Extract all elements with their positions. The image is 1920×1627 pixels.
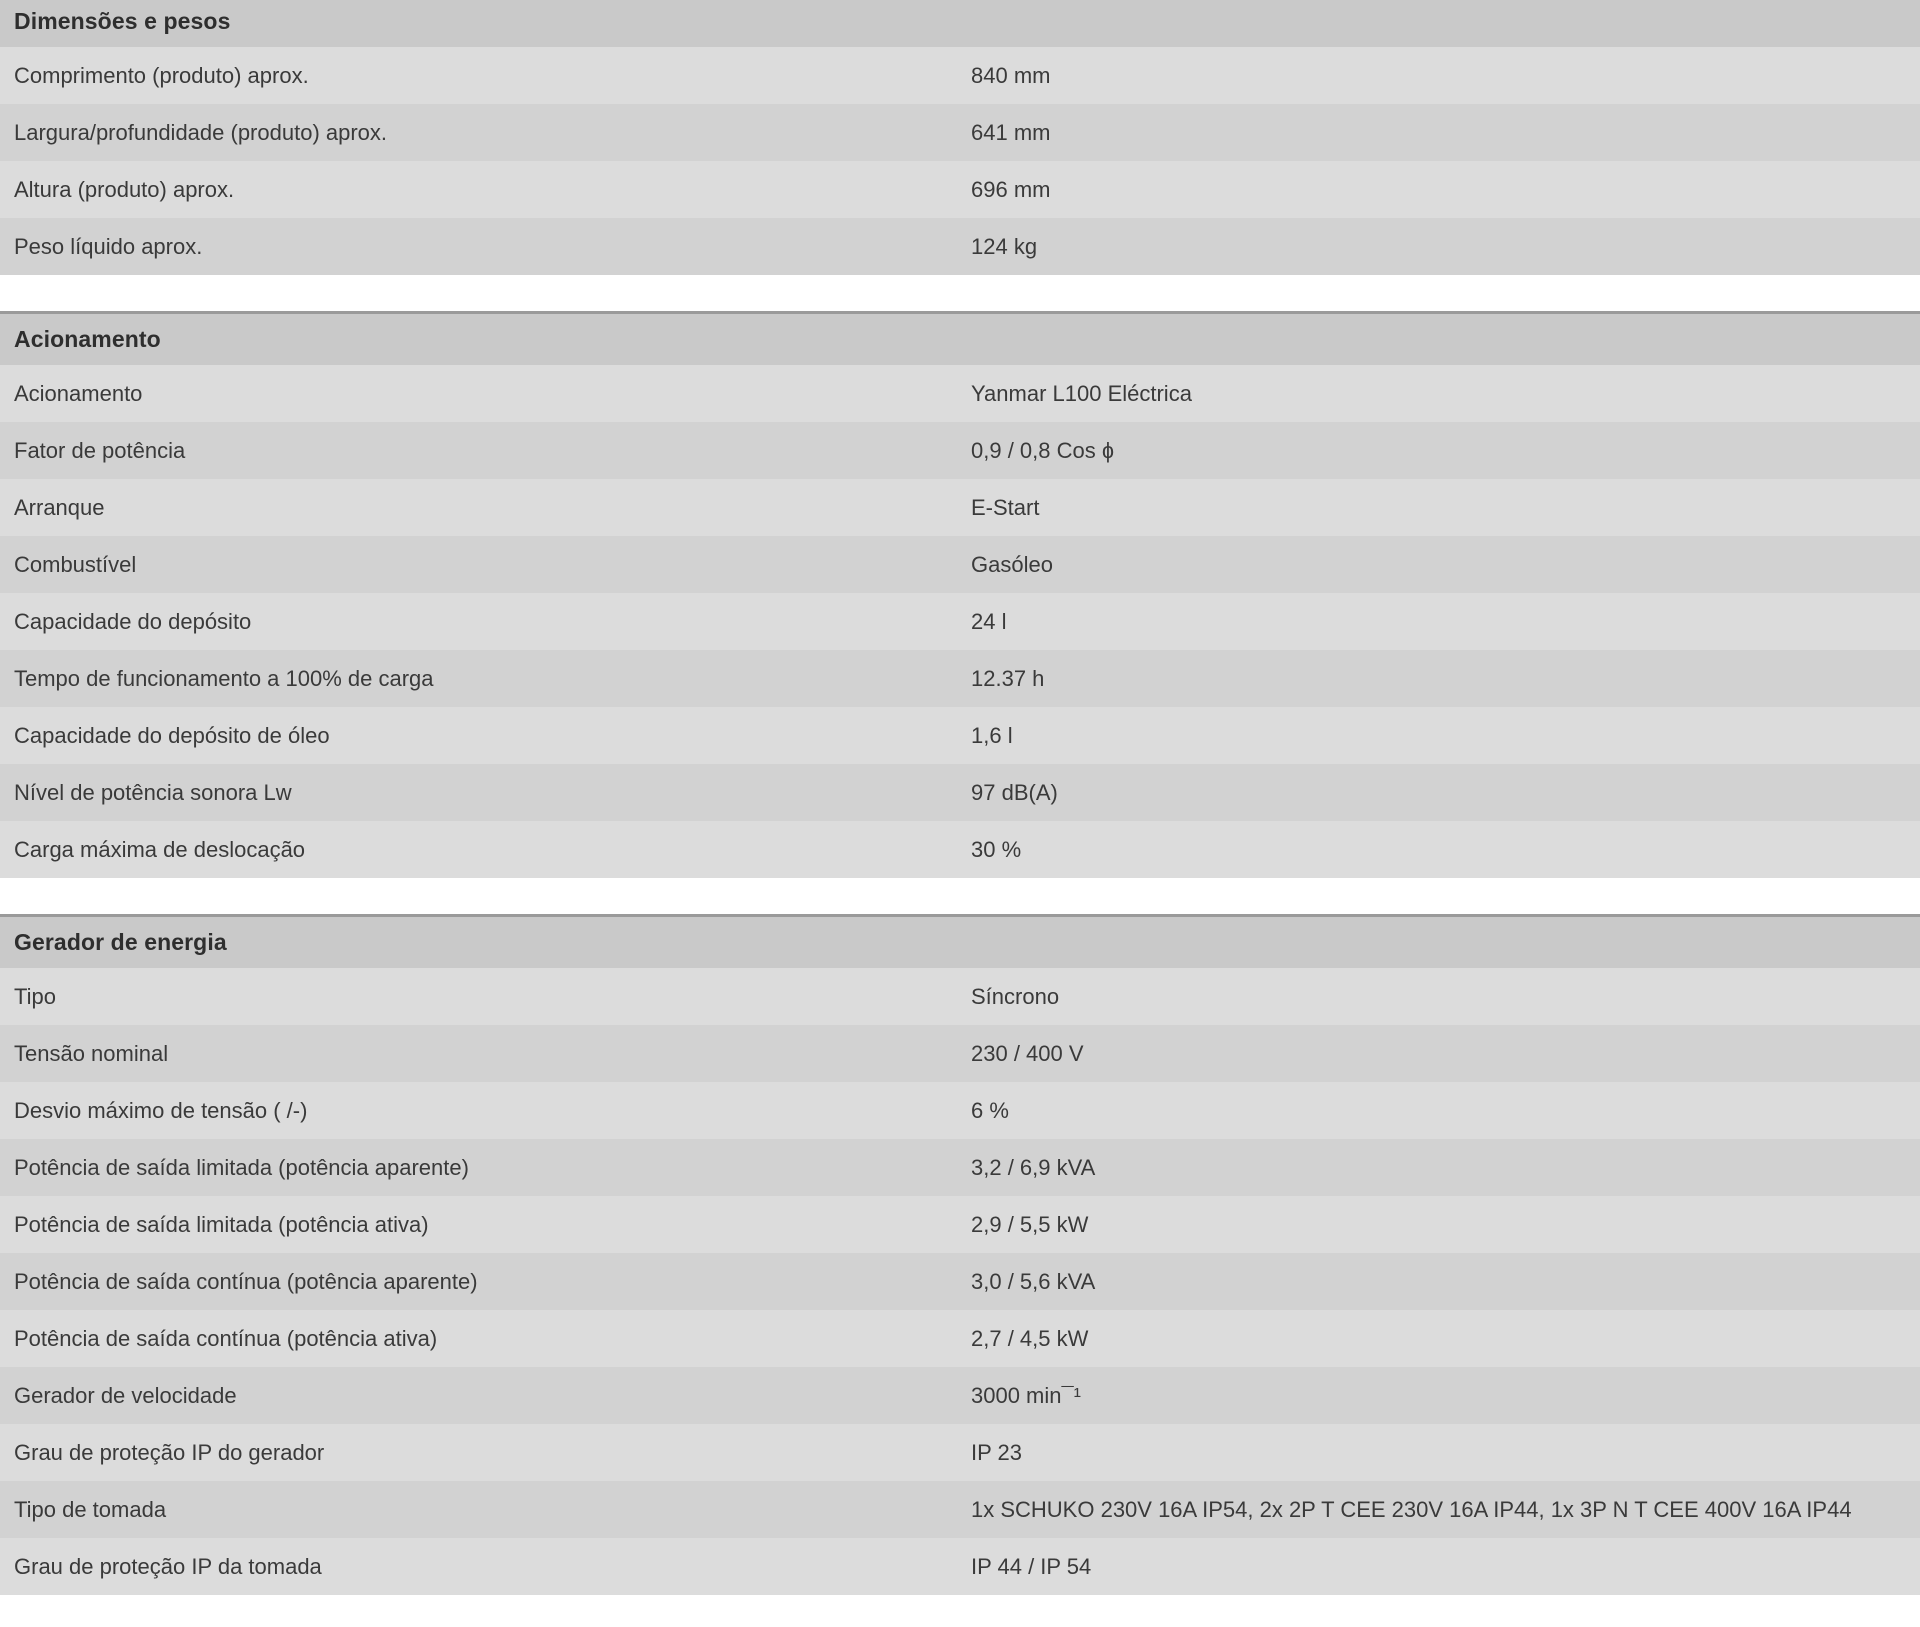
spec-value — [965, 1139, 1920, 1196]
spec-row — [0, 1424, 1920, 1481]
spec-row — [0, 707, 1920, 764]
spec-label: Desvio máximo de tensão ( /-) — [14, 1097, 308, 1123]
spec-value-text: 24 l — [971, 609, 1007, 634]
spec-value — [965, 365, 1920, 422]
spec-value — [965, 1310, 1920, 1367]
spec-value — [965, 1538, 1920, 1595]
section-header: Gerador de energia — [0, 914, 1920, 968]
spec-row — [0, 821, 1920, 878]
spec-label: Potência de saída contínua (potência ativa) — [14, 1325, 438, 1351]
spec-value-text: 2,9 / 5,5 kW — [971, 1212, 1089, 1237]
spec-value-text: 6 % — [971, 1098, 1009, 1123]
spec-value-text: 641 mm — [971, 120, 1051, 145]
spec-row — [0, 422, 1920, 479]
spec-value — [965, 47, 1920, 104]
spec-value — [965, 422, 1920, 479]
spec-label: Acionamento — [14, 380, 143, 406]
spec-row — [0, 968, 1920, 1025]
spec-label: Capacidade do depósito de óleo — [14, 722, 330, 748]
spec-label: Altura (produto) aprox. — [14, 176, 235, 202]
spec-label: Potência de saída contínua (potência aparente) — [14, 1268, 478, 1294]
section-header: Dimensões e pesos — [0, 0, 1920, 47]
spec-label: Potência de saída limitada (potência aparente) — [14, 1154, 469, 1180]
spec-row — [0, 1367, 1920, 1424]
spec-value-text: 3,2 / 6,9 kVA — [971, 1155, 1096, 1180]
spec-value — [965, 707, 1920, 764]
spec-value-text: Yanmar L100 Eléctrica — [971, 381, 1192, 406]
spec-value — [965, 764, 1920, 821]
spec-label: Peso líquido aprox. — [14, 233, 203, 259]
spec-label: Largura/profundidade (produto) aprox. — [14, 119, 388, 145]
spec-row — [0, 1538, 1920, 1595]
spec-value-text: 12.37 h — [971, 666, 1045, 691]
spec-row — [0, 764, 1920, 821]
spec-section-gerador-de-energia — [0, 914, 1920, 1595]
spec-label: Tempo de funcionamento a 100% de carga — [14, 665, 434, 691]
spec-label: Potência de saída limitada (potência ativa) — [14, 1211, 429, 1237]
spec-row — [0, 1082, 1920, 1139]
spec-value — [965, 1481, 1920, 1538]
spec-row — [0, 1310, 1920, 1367]
spec-value-text: Síncrono — [971, 984, 1060, 1009]
spec-value — [965, 218, 1920, 275]
spec-label: Arranque — [14, 494, 105, 520]
spec-row — [0, 365, 1920, 422]
spec-value-text: IP 44 / IP 54 — [971, 1554, 1092, 1579]
spec-value-text: 0,9 / 0,8 Cos ɸ — [971, 438, 1114, 463]
spec-label: Comprimento (produto) aprox. — [14, 62, 309, 88]
spec-value-text: 696 mm — [971, 177, 1051, 202]
spec-row — [0, 1481, 1920, 1538]
spec-label: Gerador de velocidade — [14, 1382, 237, 1408]
spec-value-text: 124 kg — [971, 234, 1038, 259]
spec-value-text: 3,0 / 5,6 kVA — [971, 1269, 1096, 1294]
spec-value — [965, 821, 1920, 878]
spec-value-text: 30 % — [971, 837, 1022, 862]
spec-row — [0, 218, 1920, 275]
spec-value-text: 1x SCHUKO 230V 16A IP54, 2x 2P T CEE 230V 16A IP44, 1x 3P N T CEE 400V 16A IP44 — [971, 1497, 1852, 1522]
spec-value — [965, 593, 1920, 650]
spec-value-text: 230 / 400 V — [971, 1041, 1084, 1066]
spec-row — [0, 1025, 1920, 1082]
spec-value-text: 2,7 / 4,5 kW — [971, 1326, 1089, 1351]
spec-row — [0, 1253, 1920, 1310]
spec-label: Tipo — [14, 983, 56, 1009]
spec-row — [0, 593, 1920, 650]
spec-value-text: IP 23 — [971, 1440, 1022, 1465]
spec-value-text: 3000 min¯¹ — [971, 1383, 1081, 1408]
spec-value-text: 1,6 l — [971, 723, 1013, 748]
spec-section-acionamento — [0, 311, 1920, 878]
spec-value-text: E-Start — [971, 495, 1040, 520]
spec-value-text: Gasóleo — [971, 552, 1053, 577]
spec-label: Carga máxima de deslocação — [14, 836, 306, 862]
spec-row — [0, 1139, 1920, 1196]
spec-label: Grau de proteção IP da tomada — [14, 1553, 322, 1579]
spec-value — [965, 968, 1920, 1025]
spec-value — [965, 650, 1920, 707]
spec-value — [965, 536, 1920, 593]
spec-value — [965, 479, 1920, 536]
spec-value — [965, 1082, 1920, 1139]
spec-row — [0, 104, 1920, 161]
spec-row — [0, 1196, 1920, 1253]
spec-row — [0, 47, 1920, 104]
spec-value — [965, 161, 1920, 218]
spec-label: Tensão nominal — [14, 1040, 169, 1066]
spec-value — [965, 1025, 1920, 1082]
spec-section-dimensoes-e-pesos — [0, 0, 1920, 275]
spec-row — [0, 161, 1920, 218]
spec-label: Fator de potência — [14, 437, 186, 463]
spec-row — [0, 536, 1920, 593]
spec-label: Combustível — [14, 551, 137, 577]
spec-value-text: 97 dB(A) — [971, 780, 1058, 805]
spec-label: Nível de potência sonora Lw — [14, 779, 292, 805]
spec-label: Capacidade do depósito — [14, 608, 252, 634]
spec-label: Tipo de tomada — [14, 1496, 167, 1522]
spec-value — [965, 1196, 1920, 1253]
spec-row — [0, 479, 1920, 536]
spec-row — [0, 650, 1920, 707]
spec-value — [965, 104, 1920, 161]
spec-value — [965, 1367, 1920, 1424]
spec-value — [965, 1253, 1920, 1310]
spec-value — [965, 1424, 1920, 1481]
spec-label: Grau de proteção IP do gerador — [14, 1439, 325, 1465]
spec-value-text: 840 mm — [971, 63, 1051, 88]
section-header: Acionamento — [0, 311, 1920, 365]
